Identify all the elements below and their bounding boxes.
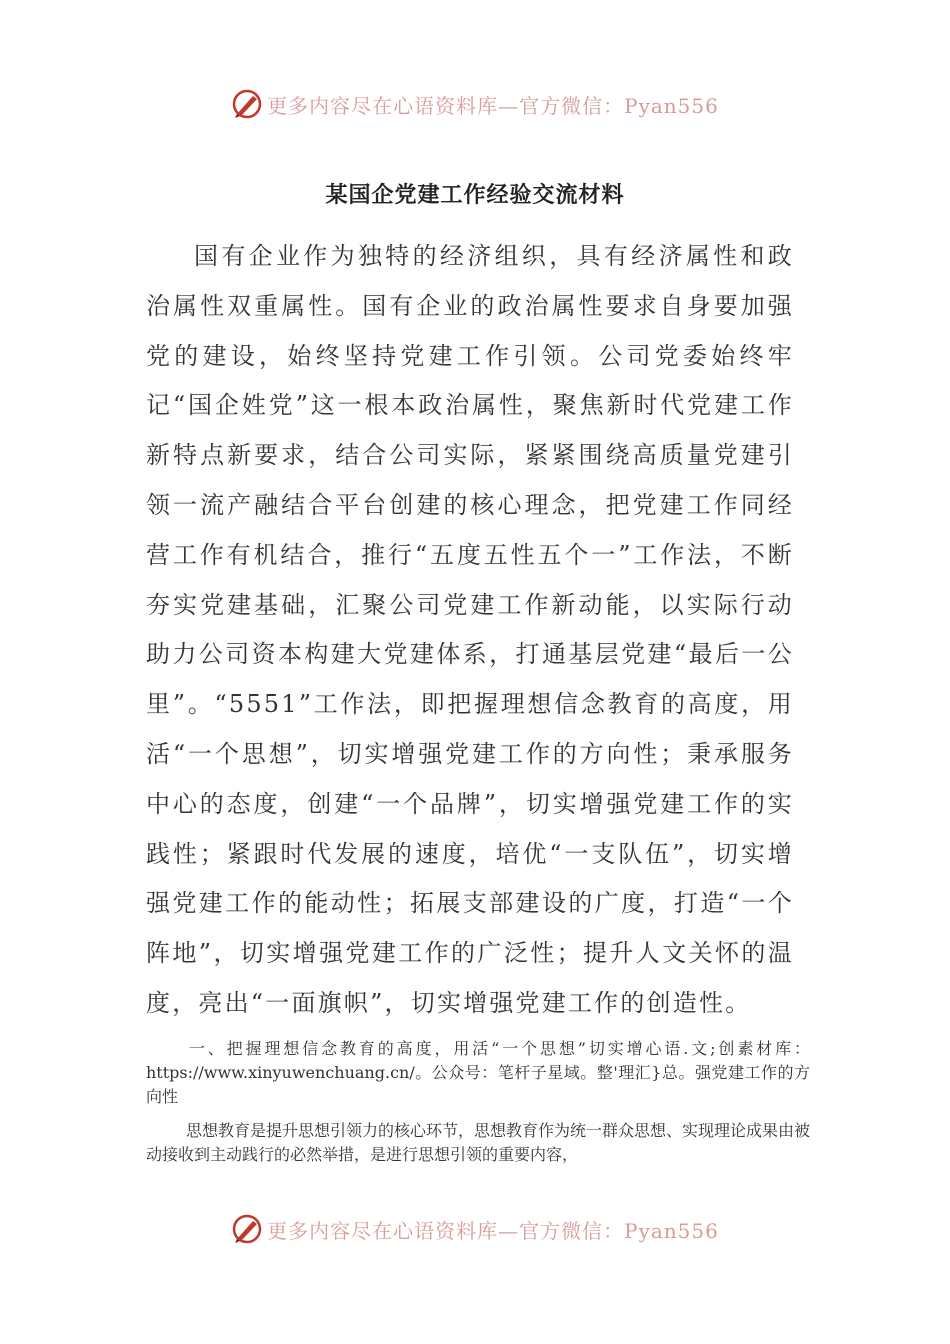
section-1-heading-text: 一、把握理想信念教育的高度，用活“一个思想”切实增心语.文;创素材库：https://www.xinyuwenchuang.cn/。公众号：笔杆子星域。整'理汇}总。强党建工作的方向性: [146, 1039, 810, 1106]
pen-in-circle-icon: [231, 88, 263, 120]
section-1-paragraph-text: 思想教育是提升思想引领力的核心环节，思想教育作为统一群众思想、实现理论成果由被动接收到主动践行的必然举措，是进行思想引领的重要内容，: [146, 1121, 811, 1164]
header-watermark-banner: [0, 84, 950, 124]
document-title: 某国企党建工作经验交流材料: [325, 182, 625, 208]
section-1-paragraph: [146, 1119, 810, 1167]
watermark-text: 更多内容尽在心语资料库—官方微信：Pyan556: [267, 93, 719, 118]
intro-paragraph: 国有企业作为独特的经济组织，具有经济属性和政治属性双重属性。国有企业的政治属性要求自身要加强党的建设，始终坚持党建工作引领。公司党委始终牢记“国企姓党”这一根本政治属性，聚焦新时代党建工作新特点新要求，结合公司实际，紧紧围绕高质量党建引领一流产融结合平台创建的核心理念，把党建工作同经营工作有机结合，推行“五度五性五个一”工作法，不断夯实党建基础，汇聚公司党建工作新动能，以实际行动助力公司资本构建大党建体系，打通基层党建“最后一公里”。“5551”工作法，即把握理想信念教育的高度，用活“一个思想”，切实增强党建工作的方向性；秉承服务中心的态度，创建“一个品牌”，切实增强党建工作的实践性；紧跟时代发展的速度，培优“一支队伍”，切实增强党建工作的能动性；拓展支部建设的广度，打造“一个阵地”，切实增强党建工作的广泛性；提升人文关怀的温度，亮出“一面旗帜”，切实增强党建工作的创造性。: [146, 242, 794, 1017]
pen-in-circle-icon: [231, 1213, 263, 1245]
section-1-heading: [146, 1037, 810, 1109]
footer-watermark-banner: [0, 1209, 950, 1249]
watermark-text: 更多内容尽在心语资料库—官方微信：Pyan556: [267, 1218, 719, 1243]
